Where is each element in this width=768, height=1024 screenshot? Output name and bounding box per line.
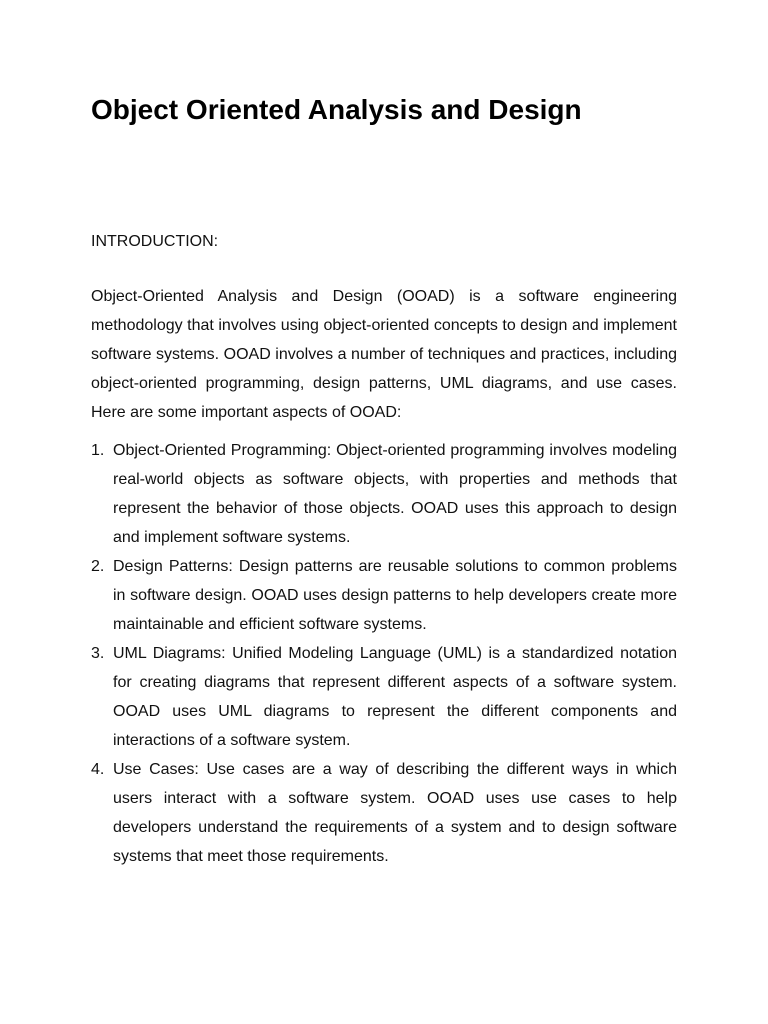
document-title: Object Oriented Analysis and Design <box>91 94 582 125</box>
aspect-text: UML Diagrams: Unified Modeling Language (UML) is a standardized notation for creating diagrams that represent different aspects of a software system. OOAD uses UML diagrams to represent the different components and interactions of a software system. <box>113 645 677 749</box>
aspect-text: Design Patterns: Design patterns are reusable solutions to common problems in software design. OOAD uses design patterns to help developers create more maintainable and efficient software systems. <box>113 558 677 633</box>
aspect-item-design-patterns <box>91 552 677 639</box>
aspect-number: 2. <box>91 558 105 575</box>
aspect-text: Object-Oriented Programming: Object-oriented programming involves modeling real-world objects as software objects, with properties and methods that represent the behavior of those objects. OOAD uses this approach to design and implement software systems. <box>113 442 677 546</box>
intro-paragraph: Object-Oriented Analysis and Design (OOAD) is a software engineering methodology that involves using object-oriented concepts to design and implement software systems. OOAD involves a number of techniques and practices, including object-oriented programming, design patterns, UML diagrams, and use cases. Here are some important aspects of OOAD: <box>91 288 677 421</box>
aspect-item-oop <box>91 436 677 552</box>
aspect-text: Use Cases: Use cases are a way of describing the different ways in which users interact with a software system. OOAD uses use cases to help developers understand the requirements of a system and to design software systems that meet those requirements. <box>113 761 677 865</box>
aspect-number: 4. <box>91 761 105 778</box>
aspect-number: 1. <box>91 442 105 459</box>
aspects-list <box>91 436 677 871</box>
aspect-item-use-cases <box>91 755 677 871</box>
aspect-item-uml-diagrams <box>91 639 677 755</box>
section-heading-introduction: INTRODUCTION: <box>91 233 219 250</box>
aspect-number: 3. <box>91 645 105 662</box>
